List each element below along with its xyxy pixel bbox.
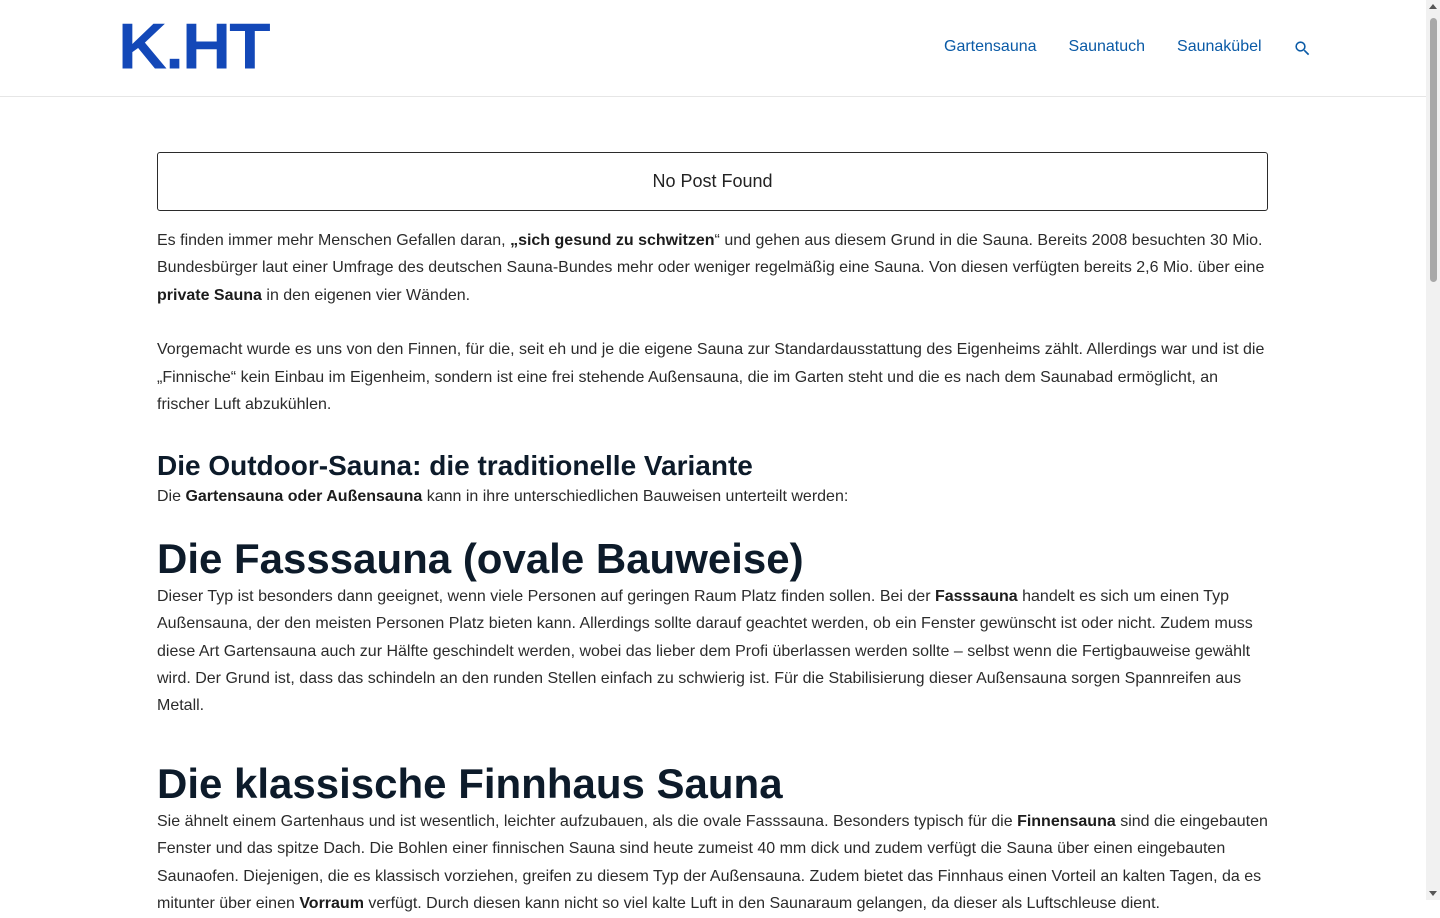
vertical-scrollbar[interactable] [1426, 0, 1440, 900]
nav-link-gartensauna[interactable]: Gartensauna [944, 38, 1037, 55]
fasssauna-paragraph: Dieser Typ ist besonders dann geeignet, wenn viele Personen auf geringen Raum Platz finden sollen. Bei der Fasssauna handelt es sich um einen Typ Außensauna, der den meisten Personen Platz bieten kann. Allerdings sollte darauf geachtet werden, ob ein Fenster gewünscht ist oder nicht. Zudem muss diese Art Gartensauna auch zur Hälfte geschindelt werden, wobei das lieber dem Profi überlassen werden sollte – selbst wenn die Fertigbauweise gewählt wird. Der Grund ist, dass das schindeln an den runden Stellen einfach zu schwierig ist. Für die Stabilisierung dieser Außensauna sorgen Spannreifen aus Metall. [157, 587, 1253, 715]
main-nav [944, 36, 1294, 58]
nav-link-saunakuebel[interactable]: Saunakübel [1177, 38, 1262, 55]
scrollbar-thumb[interactable] [1430, 18, 1437, 282]
nav-link-saunatuch[interactable]: Saunatuch [1068, 38, 1146, 55]
section-heading-fasssauna: Die Fasssauna (ovale Bauweise) [157, 534, 804, 582]
scroll-down-arrow-icon[interactable] [1429, 891, 1437, 896]
no-post-notice: No Post Found [157, 152, 1268, 211]
scroll-up-arrow-icon[interactable] [1429, 4, 1437, 9]
main-content [157, 152, 1268, 918]
section-heading-outdoor: Die Outdoor-Sauna: die traditionelle Variante [157, 450, 753, 482]
outdoor-paragraph: Die Gartensauna oder Außensauna kann in ihre unterschiedlichen Bauweisen unterteilt werden: [157, 488, 849, 506]
finnhaus-paragraph: Sie ähnelt einem Gartenhaus und ist wesentlich, leichter aufzubauen, als die ovale Fasssauna. Besonders typisch für die Finnensauna sind die eingebauten Fenster und das spitze Dach. Die Bohlen einer finnischen Sauna sind heute zumeist 40 mm dick und zudem verfügt die Sauna über einen eingebauten Saunaofen. Diejenigen, die es klassisch vorziehen, greifen zu diesem Typ der Außensauna. Zudem bietet das Finnhaus einen Vorteil an kalten Tagen, da es mitunter über einen Vorraum verfügt. Durch diesen kann nicht so viel kalte Luft in den Saunaraum gelangen, da dieser als Luftschleuse dient. [157, 812, 1268, 913]
search-icon[interactable] [1293, 39, 1312, 58]
site-logo[interactable]: K.HT [118, 10, 269, 83]
intro-paragraph-1: Es finden immer mehr Menschen Gefallen daran, „sich gesund zu schwitzen“ und gehen aus diesem Grund in die Sauna. Bereits 2008 besuchten 30 Mio. Bundesbürger laut einer Umfrage des deutschen Sauna-Bundes mehr oder weniger regelmäßig eine Sauna. Von diesen verfügten bereits 2,6 Mio. über eine private Sauna in den eigenen vier Wänden. [157, 232, 1265, 304]
section-heading-finnhaus: Die klassische Finnhaus Sauna [157, 759, 783, 807]
site-header [0, 0, 1426, 97]
intro-paragraph-2: Vorgemacht wurde es uns von den Finnen, für die, seit eh und je die eigene Sauna zur Standardausstattung des Eigenheims zählt. Allerdings war und ist die „Finnische“ kein Einbau im Eigenheim, sondern ist eine frei stehende Außensauna, die im Garten steht und die es nach dem Saunabad ermöglicht, an frischer Luft abzukühlen. [157, 341, 1265, 414]
